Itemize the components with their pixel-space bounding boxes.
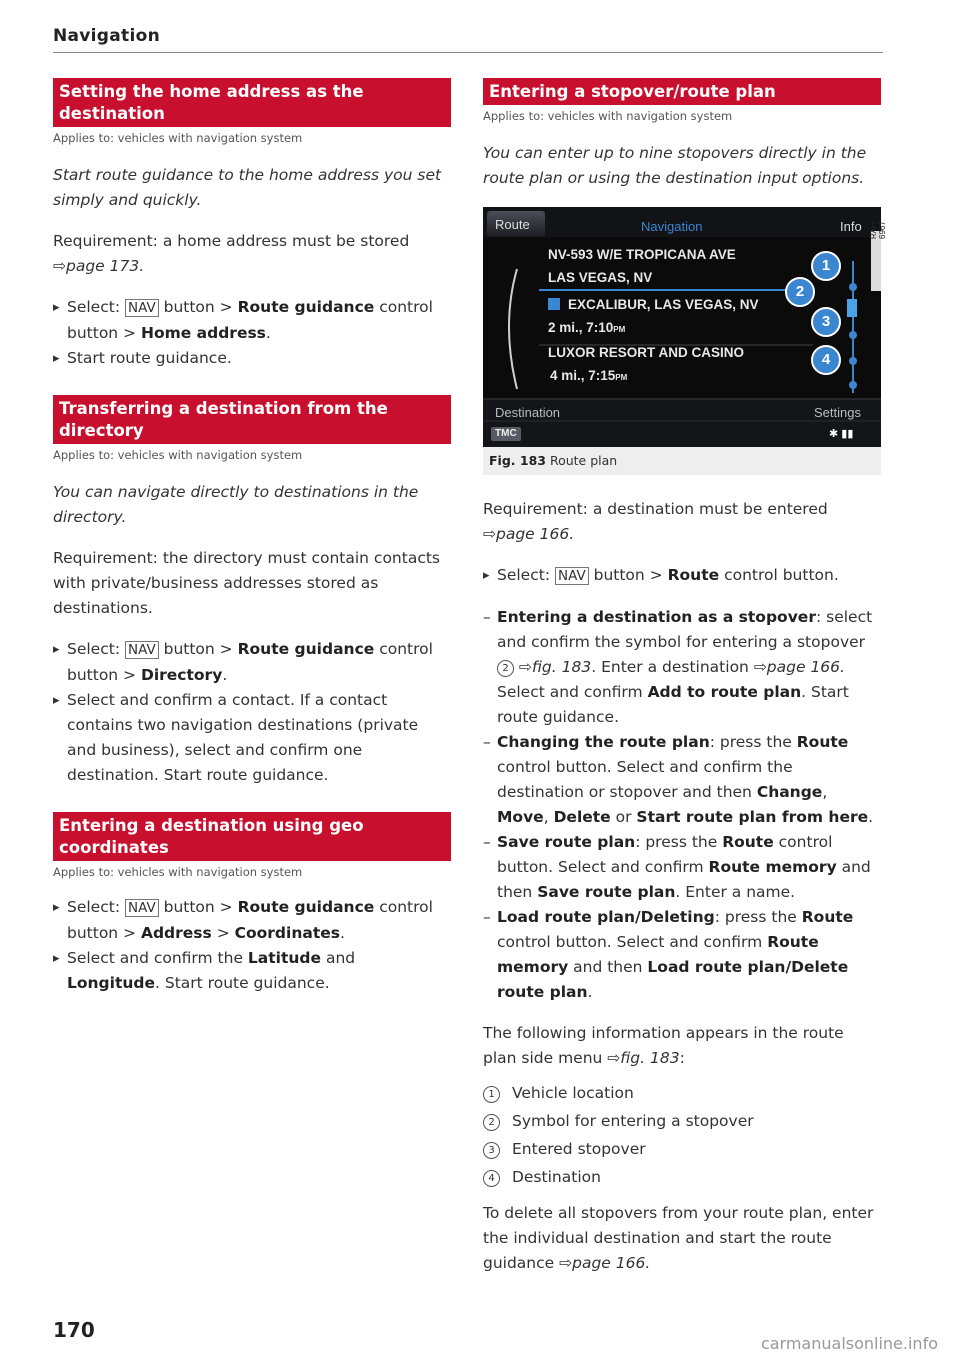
step-item: ▸ Start route guidance. [53, 346, 451, 371]
running-header: Navigation [53, 26, 160, 46]
steps [53, 295, 451, 371]
section-geo-coordinates [53, 812, 451, 996]
applies-note: Applies to: vehicles with navigation system [53, 865, 303, 879]
signal-icon: ✱ ▮▮ [829, 428, 854, 440]
tab-info: Info [840, 219, 862, 234]
callout-2-icon: 2 [785, 277, 815, 307]
requirement: Requirement: a destination must be entered ⇨page 166. [483, 500, 828, 543]
legend-item: 1 Vehicle location [483, 1079, 881, 1107]
applies-note: Applies to: vehicles with navigation system [53, 448, 303, 462]
applies-note: Applies to: vehicles with navigation system [483, 109, 733, 123]
step-item: ▸ Select: NAV button > Route guidance control button > Home address. [53, 295, 451, 346]
tmc-badge: TMC [495, 428, 517, 439]
route-line-5: LUXOR RESORT AND CASINO [548, 345, 745, 360]
mmi-screen [483, 207, 887, 447]
watermark: carmanualsonline.info [760, 1334, 938, 1353]
legend-item: 4 Destination [483, 1163, 881, 1191]
page-ref-link[interactable]: ⇨page 166. [559, 1254, 651, 1272]
route-line-1: NV-593 W/E TROPICANA AVE [548, 247, 736, 262]
route-line-2: LAS VEGAS, NV [548, 270, 653, 285]
intro-text: You can navigate directly to destinations in the directory. [53, 483, 419, 526]
figure-code: RAH-6967 [869, 219, 887, 239]
legend-item: 3 Entered stopover [483, 1135, 881, 1163]
tab-route: Route [495, 217, 530, 232]
steps [53, 895, 451, 996]
route-line-6: 4 mi., 7:15PM [550, 368, 628, 383]
fig-ref-link[interactable]: ⇨fig. 183 [607, 1049, 680, 1067]
requirement: Requirement: the directory must contain contacts with private/business addresses stored as destinations. [53, 549, 441, 617]
stopover-icon [548, 298, 560, 310]
figure-route-plan [483, 207, 887, 475]
callout-1-icon: 1 [811, 251, 841, 281]
steps [53, 637, 451, 788]
nav-key: NAV [125, 299, 159, 317]
page-ref-link[interactable]: ⇨page 166. [483, 525, 575, 543]
route-line-4: 2 mi., 7:10PM [548, 320, 626, 335]
tab-settings: Settings [814, 405, 861, 420]
list-item: – Entering a destination as a stopover: select and confirm the symbol for entering a stopover 2 ⇨fig. 183. Enter a destination ⇨page 166. Select and confirm Add to route plan. Start route guidance. [483, 605, 881, 730]
callout-3-icon: 3 [811, 307, 841, 337]
section-title: Setting the home address as the destination [53, 78, 451, 127]
legend-item: 2 Symbol for entering a stopover [483, 1107, 881, 1135]
info-text: The following information appears in the route plan side menu ⇨fig. 183: [483, 1024, 844, 1067]
intro-text: You can enter up to nine stopovers directly in the route plan or using the destination input options. [483, 144, 867, 187]
section-title: Transferring a destination from the directory [53, 395, 451, 444]
right-column [483, 78, 887, 1276]
step-item: ▸ Select: NAV button > Route guidance control button > Directory. [53, 637, 451, 688]
page-ref-link[interactable]: ⇨page 173. [53, 257, 145, 275]
callout-4-icon: 4 [811, 345, 841, 375]
list-item: – Load route plan/Deleting: press the Route control button. Select and confirm Route memory and then Load route plan/Delete route plan. [483, 905, 881, 1005]
closing-text: To delete all stopovers from your route plan, enter the individual destination and start the route guidance ⇨page 166. [483, 1204, 874, 1272]
intro-text: Start route guidance to the home address you set simply and quickly. [53, 166, 442, 209]
step-item: ▸ Select: NAV button > Route guidance control button > Address > Coordinates. [53, 895, 451, 946]
section-title: Entering a destination using geo coordinates [53, 812, 451, 861]
tab-navigation: Navigation [641, 219, 703, 234]
step-item: ▸ Select and confirm the Latitude and Longitude. Start route guidance. [53, 946, 451, 996]
route-line-3: EXCALIBUR, LAS VEGAS, NV [548, 297, 759, 312]
list-item: – Changing the route plan: press the Route control button. Select and confirm the destination or stopover and then Change, Move, Delete or Start route plan from here. [483, 730, 881, 830]
steps [483, 563, 881, 589]
section-home-address [53, 78, 451, 371]
nav-key: NAV [125, 899, 159, 917]
step-item: ▸ Select: NAV button > Route control button. [483, 563, 881, 589]
dash-list [483, 605, 881, 1005]
requirement: Requirement: a home address must be stored ⇨page 173. [53, 232, 410, 275]
tab-destination: Destination [495, 405, 561, 420]
left-column [53, 78, 451, 1020]
legend [483, 1079, 881, 1191]
step-item: ▸ Select and confirm a contact. If a contact contains two navigation destinations (private and business), select and confirm one destination. Start route guidance. [53, 688, 451, 788]
header-rule [53, 52, 883, 53]
page-number: 170 [53, 1318, 95, 1342]
section-title: Entering a stopover/route plan [483, 78, 881, 105]
applies-note: Applies to: vehicles with navigation system [53, 131, 303, 145]
nav-key: NAV [125, 641, 159, 659]
figure-caption: Fig. 183 Route plan [489, 453, 618, 468]
section-directory [53, 395, 451, 788]
list-item: – Save route plan: press the Route control button. Select and confirm Route memory and then Save route plan. Enter a name. [483, 830, 881, 905]
nav-key: NAV [555, 567, 589, 585]
